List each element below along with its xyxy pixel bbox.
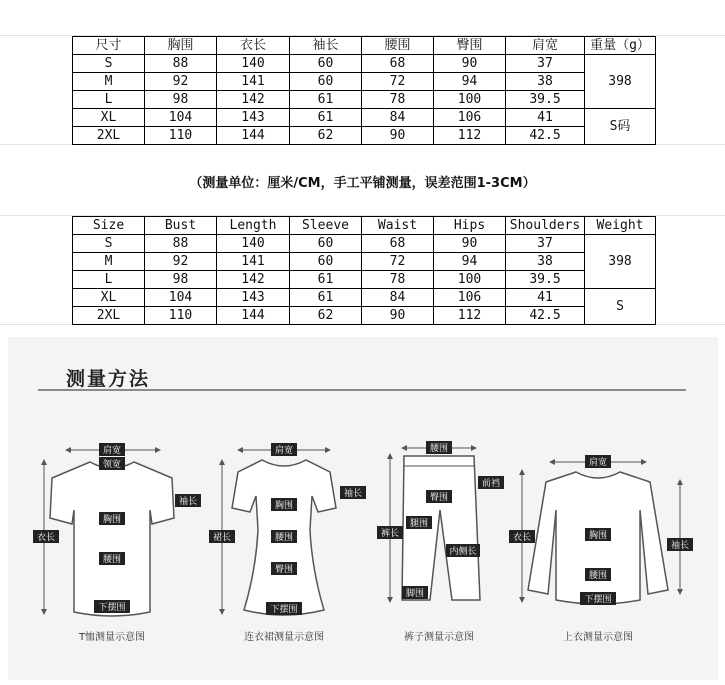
table-cell: 84 bbox=[362, 289, 434, 307]
pants-length-label: 裤长 bbox=[380, 529, 400, 539]
dress-waist-label: 腰围 bbox=[274, 533, 294, 543]
pants-inseam-label: 内侧长 bbox=[449, 547, 477, 557]
tshirt-waist-label: 腰围 bbox=[102, 555, 122, 565]
header-cell: Hips bbox=[434, 217, 506, 235]
measurement-diagrams bbox=[0, 400, 725, 660]
table-cell: 144 bbox=[217, 307, 290, 325]
method-title: 测量方法 bbox=[66, 368, 151, 390]
table-cell: 143 bbox=[217, 109, 290, 127]
top-shoulder-label: 肩宽 bbox=[588, 458, 608, 468]
tshirt-collar-label: 领宽 bbox=[102, 460, 122, 470]
table-cell: 100 bbox=[434, 271, 506, 289]
weight-cell: S bbox=[585, 289, 656, 325]
tshirt-caption: T恤测量示意图 bbox=[78, 632, 146, 643]
table-cell: 2XL bbox=[73, 307, 145, 325]
table-cell: 112 bbox=[434, 127, 506, 145]
tshirt-hem-label: 下摆围 bbox=[98, 603, 126, 613]
header-cell: Shoulders bbox=[506, 217, 585, 235]
pants-caption: 裤子测量示意图 bbox=[404, 632, 474, 643]
table-cell: 72 bbox=[362, 73, 434, 91]
table-cell: 84 bbox=[362, 109, 434, 127]
table-cell: 62 bbox=[290, 307, 362, 325]
table-cell: 37 bbox=[506, 235, 585, 253]
table-cell: 68 bbox=[362, 235, 434, 253]
dress-diagram bbox=[209, 443, 366, 643]
pants-rise-label: 前裆 bbox=[481, 479, 501, 489]
pants-thigh-label: 腿围 bbox=[409, 519, 429, 529]
table-cell: 112 bbox=[434, 307, 506, 325]
table-cell: 61 bbox=[290, 271, 362, 289]
table-cell: 92 bbox=[145, 73, 217, 91]
size-table-en bbox=[72, 216, 656, 325]
table-cell: 100 bbox=[434, 91, 506, 109]
table-cell: S bbox=[73, 55, 145, 73]
table-row bbox=[73, 55, 656, 73]
table-cell: L bbox=[73, 91, 145, 109]
table-cell: 72 bbox=[362, 253, 434, 271]
header-cell: 尺寸 bbox=[73, 37, 145, 55]
table-cell: 106 bbox=[434, 289, 506, 307]
header-cell: Sleeve bbox=[290, 217, 362, 235]
table-cell: L bbox=[73, 271, 145, 289]
header-cell: Waist bbox=[362, 217, 434, 235]
table-cell: 38 bbox=[506, 73, 585, 91]
table-cell: 140 bbox=[217, 55, 290, 73]
table-cell: 68 bbox=[362, 55, 434, 73]
table-header-row bbox=[73, 217, 656, 235]
weight-cell: 398 bbox=[585, 55, 656, 109]
table-cell: 39.5 bbox=[506, 271, 585, 289]
table-header-row bbox=[73, 37, 656, 55]
table-cell: 60 bbox=[290, 73, 362, 91]
table-cell: XL bbox=[73, 109, 145, 127]
table-row bbox=[73, 253, 656, 271]
header-cell: 袖长 bbox=[290, 37, 362, 55]
header-cell: 重量（g） bbox=[585, 37, 656, 55]
table-cell: 88 bbox=[145, 235, 217, 253]
tshirt-shoulder-label: 肩宽 bbox=[102, 446, 122, 456]
table-cell: 141 bbox=[217, 73, 290, 91]
dress-caption: 连衣裙测量示意图 bbox=[244, 632, 324, 643]
table-cell: 94 bbox=[434, 253, 506, 271]
table-row bbox=[73, 73, 656, 91]
title-divider bbox=[38, 389, 686, 391]
table-cell: 38 bbox=[506, 253, 585, 271]
table-cell: 78 bbox=[362, 271, 434, 289]
header-cell: Bust bbox=[145, 217, 217, 235]
table-cell: 141 bbox=[217, 253, 290, 271]
table-cell: 88 bbox=[145, 55, 217, 73]
pants-leg-label: 脚围 bbox=[405, 589, 425, 599]
table-cell: 2XL bbox=[73, 127, 145, 145]
header-cell: 胸围 bbox=[145, 37, 217, 55]
table-cell: 60 bbox=[290, 253, 362, 271]
dress-length-label: 裙长 bbox=[212, 533, 232, 543]
dress-hips-label: 臀围 bbox=[274, 565, 294, 575]
top-waist-label: 腰围 bbox=[588, 571, 608, 581]
table-row bbox=[73, 271, 656, 289]
table-row bbox=[73, 289, 656, 307]
top-length-label: 衣长 bbox=[512, 533, 532, 543]
dress-hem-label: 下摆围 bbox=[270, 605, 298, 615]
table-cell: 104 bbox=[145, 289, 217, 307]
table-cell: 98 bbox=[145, 271, 217, 289]
measurement-note: （测量单位：厘米/CM，手工平铺测量，误差范围1-3CM） bbox=[189, 176, 536, 191]
table-cell: 41 bbox=[506, 109, 585, 127]
table-cell: 42.5 bbox=[506, 307, 585, 325]
tshirt-sleeve-label: 袖长 bbox=[178, 497, 198, 507]
table-row bbox=[73, 307, 656, 325]
top-hem-label: 下摆围 bbox=[584, 595, 612, 605]
table-cell: 142 bbox=[217, 271, 290, 289]
header-cell: 腰围 bbox=[362, 37, 434, 55]
table-cell: 90 bbox=[362, 307, 434, 325]
weight-cell: S码 bbox=[585, 109, 656, 145]
header-cell: 衣长 bbox=[217, 37, 290, 55]
header-cell: 肩宽 bbox=[506, 37, 585, 55]
tshirt-outline bbox=[50, 462, 174, 616]
pants-diagram bbox=[377, 441, 504, 643]
table-cell: 37 bbox=[506, 55, 585, 73]
pants-hips-label: 臀围 bbox=[429, 493, 449, 503]
table-cell: 106 bbox=[434, 109, 506, 127]
header-cell: 臀围 bbox=[434, 37, 506, 55]
table-cell: 61 bbox=[290, 91, 362, 109]
table-cell: 60 bbox=[290, 55, 362, 73]
table-cell: 142 bbox=[217, 91, 290, 109]
tshirt-length-label: 衣长 bbox=[36, 533, 56, 543]
dress-bust-label: 胸围 bbox=[274, 501, 294, 511]
table-cell: M bbox=[73, 73, 145, 91]
header-cell: Weight bbox=[585, 217, 656, 235]
table-cell: 110 bbox=[145, 127, 217, 145]
tshirt-bust-label: 胸围 bbox=[102, 515, 122, 525]
table-cell: 140 bbox=[217, 235, 290, 253]
table-cell: 78 bbox=[362, 91, 434, 109]
table-cell: 90 bbox=[434, 55, 506, 73]
weight-cell: 398 bbox=[585, 235, 656, 289]
table-cell: 61 bbox=[290, 109, 362, 127]
table-cell: 144 bbox=[217, 127, 290, 145]
tshirt-diagram bbox=[33, 443, 201, 643]
table-cell: 90 bbox=[362, 127, 434, 145]
table-cell: 94 bbox=[434, 73, 506, 91]
table-row bbox=[73, 91, 656, 109]
table-cell: 143 bbox=[217, 289, 290, 307]
size-table-cn bbox=[72, 36, 656, 145]
header-cell: Length bbox=[217, 217, 290, 235]
dress-shoulder-label: 肩宽 bbox=[274, 446, 294, 456]
top-bust-label: 胸围 bbox=[588, 531, 608, 541]
top-caption: 上衣测量示意图 bbox=[563, 632, 633, 643]
table-cell: 61 bbox=[290, 289, 362, 307]
table-cell: XL bbox=[73, 289, 145, 307]
pants-waist-label: 腰围 bbox=[429, 444, 449, 454]
table-cell: 62 bbox=[290, 127, 362, 145]
table-cell: 98 bbox=[145, 91, 217, 109]
table-cell: 41 bbox=[506, 289, 585, 307]
table-cell: 60 bbox=[290, 235, 362, 253]
table-cell: M bbox=[73, 253, 145, 271]
table-cell: 110 bbox=[145, 307, 217, 325]
table-cell: 104 bbox=[145, 109, 217, 127]
table-cell: S bbox=[73, 235, 145, 253]
table-row bbox=[73, 109, 656, 127]
dress-sleeve-label: 袖长 bbox=[343, 489, 363, 499]
table-row bbox=[73, 127, 656, 145]
table-cell: 92 bbox=[145, 253, 217, 271]
table-cell: 42.5 bbox=[506, 127, 585, 145]
table-cell: 39.5 bbox=[506, 91, 585, 109]
top-diagram bbox=[509, 455, 693, 643]
header-cell: Size bbox=[73, 217, 145, 235]
table-cell: 90 bbox=[434, 235, 506, 253]
top-sleeve-label: 袖长 bbox=[670, 541, 690, 551]
table-row bbox=[73, 235, 656, 253]
